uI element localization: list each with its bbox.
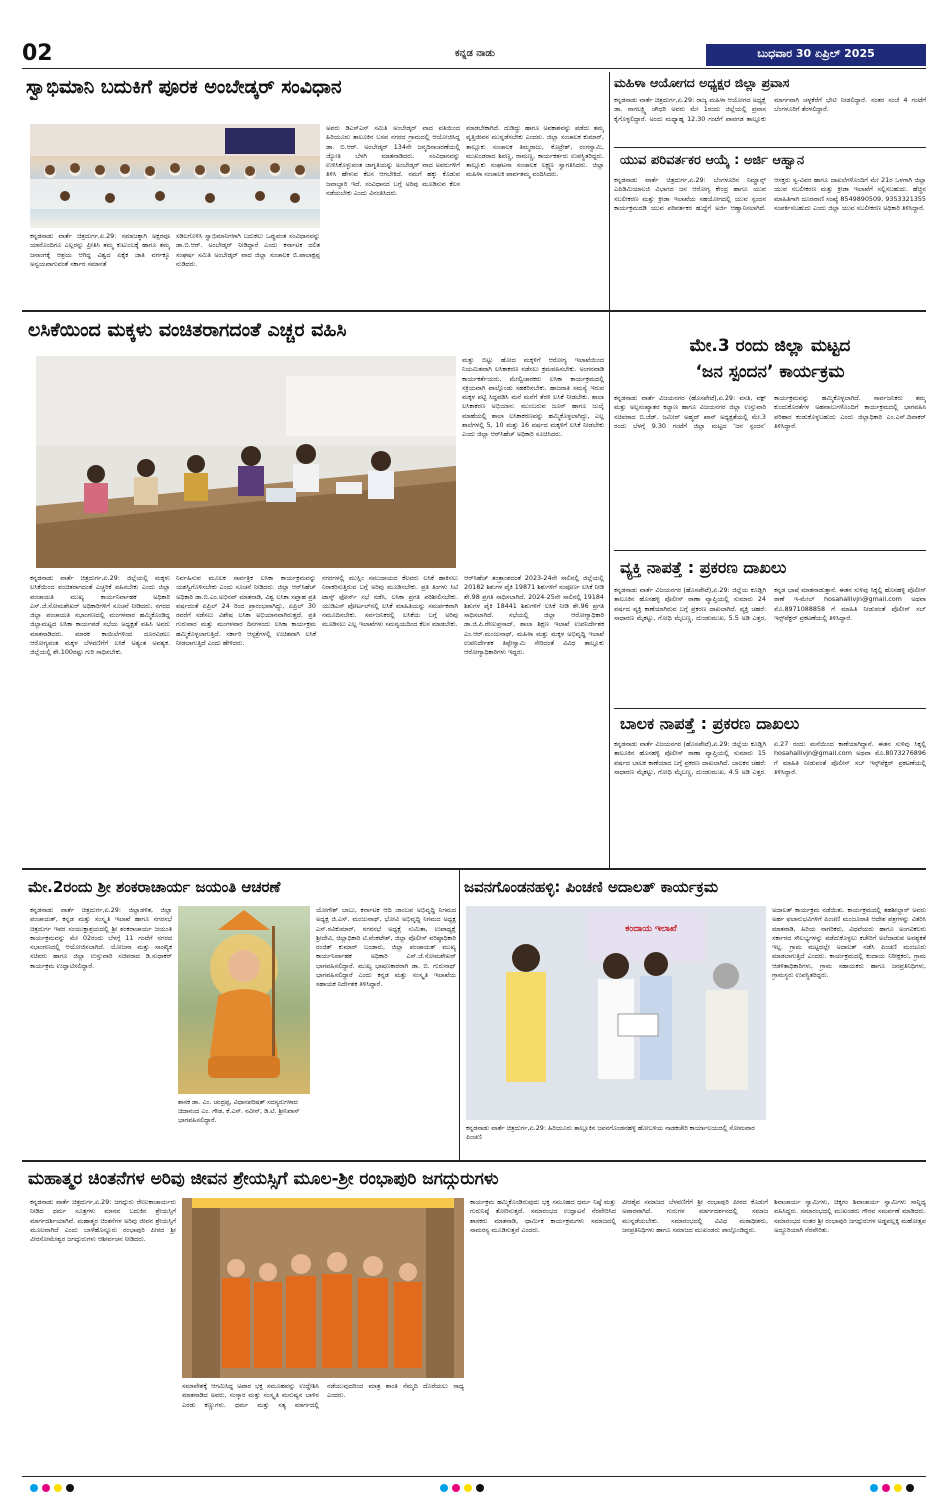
date-text: ಬುಧವಾರ 30 ಏಪ್ರಿಲ್ 2025 xyxy=(757,47,875,60)
rambhapuri-col3: ಕಾರ್ಯಕ್ರಮ ಹಮ್ಮಿಕೊಂಡಿರುವುದು ಭಕ್ತ ಸಮೂಹದ ಧರ್ಮ ನಿಷ್ಠೆ ಮತ್ತು ಗುರುನಿಷ್ಠೆ ತೋರಿಸುತ್ತದೆ. ಸಮಾರಂಭದ ಉದ್ಘಾಟನೆ ನೆರವೇರಿಸಿದ ಶಾಸಕರು ಮಾತನಾಡಿ, ಧಾರ್ಮಿಕ ಕಾರ್ಯಕ್ರಮಗಳು ಸಮಾಜದಲ್ಲಿ ಸಾಮರಸ್ಯ ಮೂಡಿಸುತ್ತವೆ ಎಂದರು. xyxy=(470,1198,616,1234)
vertical-divider-lower xyxy=(459,870,460,1160)
registration-dot-cyan xyxy=(30,1484,38,1492)
masthead-rule xyxy=(22,68,926,69)
shankaracharya-col3: ಯೋಗೇಶ್ ಬಾಬು, ಕರ್ನಾಟಕ ಆದಿ ಜಾಂಬವ ಅಭಿವೃದ್ಧಿ ನಿಗಮದ ಅಧ್ಯಕ್ಷ ಜಿ.ಎಸ್. ಮಂಜುನಾಥ್, ಭೋವಿ ಅಭಿವೃದ್ಧಿ ನಿಗಮದ ಅಧ್ಯಕ್ಷ ಎಸ್.ರವಿಕುಮಾರ್, ನಗರಸಭೆ ಅಧ್ಯಕ್ಷೆ ಸುಮಿತಾ, ಉಪಾಧ್ಯಕ್ಷೆ ಶ್ರೀದೇವಿ, ಜಿಲ್ಲಾಧಿಕಾರಿ ಟಿ.ವೆಂಕಟೇಶ್, ಜಿಲ್ಲಾ ಪೊಲೀಸ್ ವರಿಷ್ಠಾಧಿಕಾರಿ ರಂಜಿತ್ ಕುಮಾರ್ ಬಂಡಾರು, ಜಿಲ್ಲಾ ಪಂಚಾಯತ್ ಮುಖ್ಯ ಕಾರ್ಯನಿರ್ವಾಹಕ ಅಧಿಕಾರಿ ಎಸ್.ಜೆ.ಸೋಮಶೇಖರ್ ಭಾಗವಹಿಸಲಿದ್ದಾರೆ. ಮುಖ್ಯ ಭಾಷಣಕಾರರಾಗಿ ಡಾ. ಬಿ. ಗುರುನಾಥ್ ಭಾಗವಹಿಸಲಿದ್ದಾರೆ ಎಂದು ಕನ್ನಡ ಮತ್ತು ಸಂಸ್ಕೃತಿ ಇಲಾಖೆಯ ಸಹಾಯಕ ನಿರ್ದೇಶಕ ತಿಳಿಸಿದ್ದಾರೆ. xyxy=(316,906,456,989)
vaccination-col3: ನಗರಗಳಲ್ಲಿ ಮುಸ್ಲಿಂ ಸಮುದಾಯದ ಕೆಲವರು ಲಸಿಕೆ ಹಾಕಿಸಲು ನಿರಾಕರಿಸುತ್ತಿರುವ ಬಗ್ಗೆ ಅರಿವು ಮೂಡಿಸಬೇಕು. ಪ್ರತಿ ತಿಂಗಳು ಸಿಟಿ ಟಾಸ್ಕ್ ಫೋರ್ಸ್ ಸಭೆ ನಡೆಸಿ, ಲಸಿಕಾ ಪ್ರಗತಿ ಪರಿಶೀಲಿಸಬೇಕು. ಯುಡಿಎನ್ ಪೋರ್ಟಲ್‌ನಲ್ಲಿ ಲಸಿಕೆ ಮಾಹಿತಿಯನ್ನು ಸಮರ್ಪಕವಾಗಿ ನಮೂದಿಸಬೇಕು. ಸರ್ವಜನಿಕರಲ್ಲಿ ಲಸಿಕೆಯ ಬಗ್ಗೆ ಅರಿವು ಮೂಡಿಸಲು ಎಲ್ಲ ಇಲಾಖೆಗಳು ಸಮನ್ವಯದಿಂದ ಕೆಲಸ ಮಾಡಬೇಕು. xyxy=(322,574,458,629)
photo-rambhapuri xyxy=(182,1198,464,1378)
divider-mid-section xyxy=(22,868,926,870)
registration-marks-left xyxy=(30,1484,74,1492)
registration-dot-cyan xyxy=(870,1484,878,1492)
headline-jawanagondanahalli: ಜವನಗೊಂಡನಹಳ್ಳಿ: ಪಿಂಚಣಿ ಅದಾಲತ್ ಕಾರ್ಯಕ್ರಮ xyxy=(464,878,719,896)
rambhapuri-illustration xyxy=(182,1198,464,1378)
registration-marks-center xyxy=(440,1484,484,1492)
registration-dot-yellow xyxy=(54,1484,62,1492)
meeting-photo-illustration xyxy=(36,356,456,568)
vertical-divider-mid xyxy=(609,312,610,868)
divider-lower-section xyxy=(22,1160,926,1162)
shankaracharya-illustration xyxy=(178,906,310,1094)
headline-missing-person: ವ್ಯಕ್ತಿ ನಾಪತ್ತೆ : ಪ್ರಕರಣ ದಾಖಲು xyxy=(620,558,787,577)
headline-vaccination: ಲಸಿಕೆಯಿಂದ ಮಕ್ಕಳು ವಂಚಿತರಾಗದಂತೆ ಎಚ್ಚರ ವಹಿಸಿ xyxy=(28,319,347,341)
page-number: 02 xyxy=(22,41,53,66)
headline-missing-boy: ಬಾಲಕ ನಾಪತ್ತೆ : ಪ್ರಕರಣ ದಾಖಲು xyxy=(620,714,800,733)
registration-dot-black xyxy=(906,1484,914,1492)
registration-dot-black xyxy=(66,1484,74,1492)
rambhapuri-col1: ಕನ್ನಡನಾಡು ವಾರ್ತೆ ಚಿತ್ರದುರ್ಗ,ಏ.29: ಜಗದ್ಗುರು ರೇಣುಕಾಚಾರ್ಯರು ನೀಡಿದ ಧರ್ಮ ಸೂತ್ರಗಳು ಮಾನವ ಬದುಕಿನ ಶ್ರೇಯಸ್ಸಿಗೆ ಮಾರ್ಗದರ್ಶಿಯಾಗಿವೆ. ಮಹಾತ್ಮರ ಚಿಂತನೆಗಳ ಅರಿವು ಜೀವನ ಶ್ರೇಯಸ್ಸಿಗೆ ಮೂಲವಾಗಿದೆ ಎಂದು ಬಾಳೆಹೊನ್ನೂರು ರಂಭಾಪುರಿ ಪೀಠದ ಶ್ರೀ ವೀರಸೋಮೇಶ್ವರ ಜಗದ್ಗುರುಗಳು ಆಶೀರ್ವಚನ ನೀಡಿದರು. xyxy=(30,1198,176,1244)
registration-dot-yellow xyxy=(464,1484,472,1492)
pension-banner-text: ಕಂದಾಯ ಇಲಾಖೆ xyxy=(625,924,677,934)
registration-marks-right xyxy=(870,1484,914,1492)
vaccination-col4: ಆರ್‌ಸಿಹೆಚ್ ತಂತ್ರಾಂಶದಂತೆ 2023-24ನೇ ಸಾಲಿನಲ್ಲಿ ಜಿಲ್ಲೆಯಲ್ಲಿ 20182 ಶಿಶುಗಳ ಪೈಕಿ 19871 ಶಿಶುಗಳಿಗೆ ಸಂಪೂರ್ಣ ಲಸಿಕೆ ನೀಡಿ ಶೇ.98 ಪ್ರಗತಿ ಸಾಧಿಸಲಾಗಿದೆ. 2024-25ನೇ ಸಾಲಿನಲ್ಲಿ 19184 ಶಿಶುಗಳ ಪೈಕಿ 18441 ಶಿಶುಗಳಿಗೆ ಲಸಿಕೆ ನೀಡಿ ಶೇ.96 ಪ್ರಗತಿ ಸಾಧಿಸಲಾಗಿದೆ. ಸಭೆಯಲ್ಲಿ ಜಿಲ್ಲಾ ಆರೋಗ್ಯಾಧಿಕಾರಿ ಡಾ.ಜಿ.ಪಿ.ರೇಣುಪ್ರಸಾದ್, ಶಾಲಾ ಶಿಕ್ಷಣ ಇಲಾಖೆ ಉಪನಿರ್ದೇಶಕ ಎಂ.ಆರ್.ಮಂಜುನಾಥ್, ಮಹಿಳಾ ಮತ್ತು ಮಕ್ಕಳ ಅಭಿವೃದ್ಧಿ ಇಲಾಖೆ ಉಪನಿರ್ದೇಶಕ ತಿಪ್ಪೇಸ್ವಾಮಿ ಸೇರಿದಂತೆ ವಿವಿಧ ತಾಲ್ಲೂಕು ಆರೋಗ್ಯಾಧಿಕಾರಿಗಳು ಇದ್ದರು. xyxy=(464,574,604,657)
registration-dot-magenta xyxy=(452,1484,460,1492)
rambhapuri-col2: ಸಮಾವೇಶಕ್ಕೆ ಆಗಮಿಸಿದ್ದ ಅಪಾರ ಭಕ್ತ ಸಮೂಹವನ್ನು ಉದ್ದೇಶಿಸಿ ಮಾತನಾಡಿದ ಅವರು, ಸಂಸ್ಕಾರ ಮತ್ತು ಸಂಸ್ಕೃತಿ ಮನುಷ್ಯನ ಬಾಳಿನ ಎರಡು ಕಣ್ಣುಗಳು. ಧರ್ಮ ಮತ್ತು ಸತ್ಯ ಮಾರ್ಗದಲ್ಲಿ ನಡೆಯುವುದರಿಂದ ಮಾತ್ರ ಶಾಂತಿ ನೆಮ್ಮದಿ ದೊರೆಯಲು ಸಾಧ್ಯ ಎಂದರು. xyxy=(182,1382,464,1409)
pension-caption: ಕನ್ನಡನಾಡು ವಾರ್ತೆ ಚಿತ್ರದುರ್ಗ,ಏ.29: ಹಿರಿಯೂರು ತಾಲ್ಲೂಕಿನ ಜವನಗೊಂಡನಹಳ್ಳಿ ಹೋಬಳಿಯ ನಾಡಕಚೇರಿ ಕಾರ್ಯಾಲಯದಲ್ಲಿ ಸೋಮವಾರ ಪಿಂಚಣಿ xyxy=(466,1124,755,1141)
headline-jana-spandana-2: ‘ಜನ ಸ್ಪಂದನ’ ಕಾರ್ಯಕ್ರಮ xyxy=(695,362,845,382)
shankaracharya-col1: ಕನ್ನಡನಾಡು ವಾರ್ತೆ ಚಿತ್ರದುರ್ಗ,ಏ.29: ಜಿಲ್ಲಾಡಳಿತ, ಜಿಲ್ಲಾ ಪಂಚಾಯತ್, ಕನ್ನಡ ಮತ್ತು ಸಂಸ್ಕೃತಿ ಇಲಾಖೆ ಹಾಗೂ ನಗರಸಭೆ ಚಿತ್ರದುರ್ಗ ಇವರ ಸಂಯುಕ್ತಾಶ್ರಯದಲ್ಲಿ ಶ್ರೀ ಶಂಕರಾಚಾರ್ಯ ಜಯಂತಿ ಕಾರ್ಯಕ್ರಮವನ್ನು ಮೇ 02ರಂದು ಬೆಳಗ್ಗೆ 11 ಗಂಟೆಗೆ ನಗರದ ಸಭಾಂಗಣದಲ್ಲಿ ಆಯೋಜಿಸಲಾಗಿದೆ. ಯೋಜನಾ ಮತ್ತು ಸಾಂಖ್ಯಿಕ ಸಚಿವರು ಹಾಗೂ ಜಿಲ್ಲಾ ಉಸ್ತುವಾರಿ ಸಚಿವರಾದ ಡಿ.ಸುಧಾಕರ್ ಕಾರ್ಯಕ್ರಮ ಉದ್ಘಾಟಿಸಲಿದ್ದಾರೆ. xyxy=(30,906,172,970)
divider-missing xyxy=(614,708,926,709)
headline-rambhapuri: ಮಹಾತ್ಮರ ಚಿಂತನೆಗಳ ಅರಿವು ಜೀವನ ಶ್ರೇಯಸ್ಸಿಗೆ ಮೂಲ-ಶ್ರೀ ರಂಭಾಪುರಿ ಜಗದ್ಗುರುಗಳು xyxy=(28,1169,499,1189)
rambhapuri-col5: ಶಿವಾಚಾರ್ಯ ಸ್ವಾಮಿಗಳು, ಚಿಕ್ಕಗಂ ಶಿವಾಚಾರ್ಯ ಸ್ವಾಮಿಗಳು ಸಾನ್ನಿಧ್ಯ ವಹಿಸಿದ್ದರು. ಸಮಾರಂಭದಲ್ಲಿ ಮುಖಂಡರು ಗೌರವ ಸಮರ್ಪಣೆ ಮಾಡಿದರು. ಸಮಾರಂಭದ ನಂತರ ಶ್ರೀ ರಂಭಾಪುರಿ ಜಗದ್ಗುರುಗಳ ಅಡ್ಡಪಲ್ಲಕ್ಕಿ ಮಹೋತ್ಸವ ಅದ್ದೂರಿಯಾಗಿ ನೆರವೇರಿತು. xyxy=(774,1198,926,1234)
registration-dot-magenta xyxy=(882,1484,890,1492)
headline-ambedkar: ಸ್ವಾಭಿಮಾನಿ ಬದುಕಿಗೆ ಪೂರಕ ಅಂಬೇಡ್ಕರ್ ಸಂವಿಧಾನ xyxy=(26,76,342,98)
women-commission-body: ಕನ್ನಡನಾಡು ವಾರ್ತೆ ಚಿತ್ರದುರ್ಗ,ಏ.29: ರಾಜ್ಯ ಮಹಿಳಾ ಆಯೋಗದ ಅಧ್ಯಕ್ಷೆ ಡಾ. ನಾಗಲಕ್ಷ್ಮಿ ಚೌಧರಿ ಅವರು ಮೇ 1ರಂದು ಜಿಲ್ಲೆಯಲ್ಲಿ ಪ್ರವಾಸ ಕೈಗೊಳ್ಳಲಿದ್ದಾರೆ. ಅಂದು ಮಧ್ಯಾಹ್ನ 12.30 ಗಂಟೆಗೆ ಪಾವಗಡ ತಾಲ್ಲೂಕು ಮಾರ್ಗವಾಗಿ ಚಳ್ಳಕೆರೆಗೆ ಭೇಟಿ ನೀಡಲಿದ್ದಾರೆ. ನಂತರ ಸಂಜೆ 4 ಗಂಟೆಗೆ ಬೆಂಗಳೂರಿಗೆ ತೆರಳಲಿದ್ದಾರೆ. xyxy=(614,96,926,123)
ambedkar-col1: ಕನ್ನಡನಾಡು ವಾರ್ತೆ ಚಿತ್ರದುರ್ಗ,ಏ.29: ಸಮಾಜಕ್ಕಾಗಿ ಅಕ್ಷರವೂ ಯಾರೊಂದಿಗೂ ಎಲ್ಲರನ್ನು ಪ್ರೀತಿಸಿ ತಮ್ಮ ಕುಟುಂಬಕ್ಕೆ ಹಾಗೂ ತಮ್ಮ ಜನಾಂಗಕ್ಕೆ ಆಶ್ರಯ ಆಗಿದ್ದ ವಿಶ್ವದ ಏಕೈಕ ಜಾತಿ ವರ್ಗಕ್ಕೂ ಅನ್ವಯವಾಗುವಂತೆ ಸರ್ಕಾರ ಸಮಾನತೆ xyxy=(30,232,170,268)
photo-pension-adalat xyxy=(466,906,766,1120)
photo-ambedkar-group xyxy=(30,124,320,228)
youth-selection-body: ಕನ್ನಡನಾಡು ವಾರ್ತೆ ಚಿತ್ರದುರ್ಗ,ಏ.29: ಬೆಂಗಳೂರಿನ ನಿಮ್ಹಾನ್ಸ್ ಎಪಿಡಿಮಿಯಾಲಜಿ ವಿಭಾಗದ ಜನ ಆರೋಗ್ಯ ಕೇಂದ್ರ ಹಾಗೂ ಯುವ ಸಬಲೀಕರಣ ಮತ್ತು ಕ್ರೀಡಾ ಇಲಾಖೆಯ ಸಹಯೋಗದಲ್ಲಿ ಯುವ ಸ್ಪಂದನ ಕಾರ್ಯಕ್ರಮದಡಿ ಯುವ ಪರಿವರ್ತಕರ ಹುದ್ದೆಗೆ ಅರ್ಜಿ ಆಹ್ವಾನಿಸಲಾಗಿದೆ. ಆಸಕ್ತರು ಸ್ವ-ವಿವರ ಹಾಗೂ ದಾಖಲೆಗಳೊಂದಿಗೆ ಮೇ 21ರ ಒಳಗಾಗಿ ಜಿಲ್ಲಾ ಯುವ ಸಬಲೀಕರಣ ಮತ್ತು ಕ್ರೀಡಾ ಇಲಾಖೆಗೆ ಸಲ್ಲಿಸಬಹುದು. ಹೆಚ್ಚಿನ ಮಾಹಿತಿಗಾಗಿ ದೂರವಾಣಿ ಸಂಖ್ಯೆ 8549890509, 9353321355 ಸಂಪರ್ಕಿಸಬಹುದು ಎಂದು ಜಿಲ್ಲಾ ಯುವ ಸಬಲೀಕರಣ ಅಧಿಕಾರಿ ತಿಳಿಸಿದ್ದಾರೆ. xyxy=(614,176,926,212)
vaccination-side: ಮತ್ತು ಬಿಟ್ಟು ಹೋದ ಮಕ್ಕಳಿಗೆ ಆರೋಗ್ಯ ಇಲಾಖೆಯಿಂದ ನಿಯಮಿತವಾಗಿ ಲಸಿಕಾಕರಣ ನಡೆಸಲು ಕ್ರಮವಹಿಸಬೇಕು. ಅಂಗನವಾಡಿ ಕಾರ್ಯಕರ್ತೆಯರು, ಮೇಲ್ವಿಚಾರಕರು ಲಸಿಕಾ ಕಾರ್ಯಕ್ರಮದಲ್ಲಿ ಸಕ್ರಿಯವಾಗಿ ಪಾಲ್ಗೊಂಡು ಸಹಕರಿಸಬೇಕು. ಹಾಜರಾತಿ ಸಮಸ್ಯೆ ಇರುವ ಮಕ್ಕಳ ಪಟ್ಟಿ ಸಿದ್ಧಪಡಿಸಿ ಮನೆ ಮನೆಗೆ ತೆರಳಿ ಲಸಿಕೆ ನೀಡಬೇಕು. ಶಾಲಾ ಲಸಿಕಾಕರಣ ಅಭಿಯಾನ: ಮುಂಬರುವ ಜೂನ್ ಹಾಗೂ ಜುಲೈ ಮಾಹೆಯಲ್ಲಿ ಶಾಲಾ ಲಸಿಕಾಕರಣವನ್ನು ಹಮ್ಮಿಕೊಳ್ಳಲಾಗಿದ್ದು, ಎಲ್ಲ ಶಾಲೆಗಳಲ್ಲಿ 5, 10 ಮತ್ತು 16 ವರ್ಷದ ಮಕ್ಕಳಿಗೆ ಲಸಿಕೆ ನೀಡಬೇಕು ಎಂದು ಜಿಲ್ಲಾ ಆರ್‌ಸಿಹೆಚ್ ಅಧಿಕಾರಿ ಸೂಚಿಸಿದರು. xyxy=(462,356,604,439)
footer-rule xyxy=(22,1476,926,1477)
missing-person-body: ಕನ್ನಡನಾಡು ವಾರ್ತೆ ವಿಜಯನಗರ (ಹೊಸಪೇಟೆ),ಏ.29: ಜಿಲ್ಲೆಯ ಕೂಡ್ಲಿಗಿ ತಾಲೂಕಿನ ಹೊಸಹಳ್ಳಿ ಪೊಲೀಸ್ ಠಾಣಾ ವ್ಯಾಪ್ತಿಯಲ್ಲಿ ಸುಮಾರು 24 ವರ್ಷದ ವ್ಯಕ್ತಿ ಕಾಣೆಯಾಗಿರುವ ಬಗ್ಗೆ ಪ್ರಕರಣ ದಾಖಲಾಗಿದೆ. ವ್ಯಕ್ತಿ ಚಹರೆ: ಸಾಧಾರಣ ಮೈಕಟ್ಟು, ಗೋಧಿ ಮೈಬಣ್ಣ, ದುಂಡುಮುಖ, 5.5 ಅಡಿ ಎತ್ತರ, ಕನ್ನಡ ಭಾಷೆ ಮಾತನಾಡುತ್ತಾನೆ. ಈತನ ಸುಳಿವು ಸಿಕ್ಕಲ್ಲಿ ಹೊಸಹಳ್ಳಿ ಪೊಲೀಸ್ ಠಾಣೆ ಇ-ಮೇಲ್ hosahallivjn@gmail.com ಅಥವಾ ಮೊ.8971088858 ಗೆ ಮಾಹಿತಿ ನೀಡುವಂತೆ ಪೊಲೀಸ್ ಸಬ್ ಇನ್ಸ್‌ಪೆಕ್ಟರ್ ಪ್ರಕಟಣೆಯಲ್ಲಿ ತಿಳಿಸಿದ್ದಾರೆ. xyxy=(614,586,926,622)
registration-dot-cyan xyxy=(440,1484,448,1492)
divider-jana xyxy=(614,550,926,551)
divider-top-section xyxy=(22,310,926,312)
vaccination-col1: ಕನ್ನಡನಾಡು ವಾರ್ತೆ ಚಿತ್ರದುರ್ಗ,ಏ.29: ಜಿಲ್ಲೆಯಲ್ಲಿ ಮಕ್ಕಳು ಲಸಿಕೆಯಿಂದ ವಂಚಿತರಾಗದಂತೆ ಎಚ್ಚರಿಕೆ ವಹಿಸಬೇಕು ಎಂದು ಜಿಲ್ಲಾ ಪಂಚಾಯತಿ ಮುಖ್ಯ ಕಾರ್ಯನಿರ್ವಾಹಕ ಅಧಿಕಾರಿ ಎಸ್.ಜೆ.ಸೋಮಶೇಖರ್ ಅಧಿಕಾರಿಗಳಿಗೆ ಸೂಚನೆ ನೀಡಿದರು. ನಗರದ ಜಿಲ್ಲಾ ಪಂಚಾಯತಿ ಸಭಾಂಗಣದಲ್ಲಿ ಮಂಗಳವಾರ ಹಮ್ಮಿಕೊಂಡಿದ್ದ ಜಿಲ್ಲಾಮಟ್ಟದ ಲಸಿಕಾ ಕಾರ್ಯಪಡೆ ಸಭೆಯ ಅಧ್ಯಕ್ಷತೆ ವಹಿಸಿ ಅವರು ಮಾತನಾಡಿದರು. ಮಾರಕ ಕಾಯಿಲೆಗಳಿಂದ ದೂರವಿಡಲು ಆರೋಗ್ಯವಂತ ಮಕ್ಕಳ ಬೆಳವಣಿಗೆಗೆ ಲಸಿಕೆ ಅತ್ಯಂತ ಅವಶ್ಯಕ. ಜಿಲ್ಲೆಯಲ್ಲಿ ಶೇ.100ರಷ್ಟು ಗುರಿ ಸಾಧಿಸಬೇಕು. xyxy=(30,574,170,657)
registration-dot-magenta xyxy=(42,1484,50,1492)
registration-dot-yellow xyxy=(894,1484,902,1492)
vertical-divider-top xyxy=(609,72,610,310)
group-photo-illustration xyxy=(30,124,320,228)
rambhapuri-col4: ವೀರಶೈವ ಸಮಾಜದ ಬೆಳವಣಿಗೆಗೆ ಶ್ರೀ ರಂಭಾಪುರಿ ಪೀಠದ ಕೊಡುಗೆ ಅಪಾರವಾಗಿದೆ. ಗುರುಗಳ ಮಾರ್ಗದರ್ಶನದಲ್ಲಿ ಸಮಾಜ ಮುನ್ನಡೆಯಬೇಕು. ಸಮಾರಂಭದಲ್ಲಿ ವಿವಿಧ ಮಠಾಧೀಶರು, ಜನಪ್ರತಿನಿಧಿಗಳು ಹಾಗೂ ಸಮಾಜದ ಮುಖಂಡರು ಪಾಲ್ಗೊಂಡಿದ್ದರು. xyxy=(622,1198,768,1234)
divider-women xyxy=(614,147,926,148)
jana-spandana-body: ಕನ್ನಡನಾಡು ವಾರ್ತೆ ವಿಜಯನಗರ (ಹೊಸಪೇಟೆ),ಏ.29: ವಸತಿ, ವಕ್ಫ್ ಮತ್ತು ಅಲ್ಪಸಂಖ್ಯಾತರ ಕಲ್ಯಾಣ ಹಾಗೂ ವಿಜಯನಗರ ಜಿಲ್ಲಾ ಉಸ್ತುವಾರಿ ಸಚಿವರಾದ ಬಿ.ಜೆಡ್. ಜಮೀರ್ ಅಹ್ಮದ್ ಖಾನ್ ಅಧ್ಯಕ್ಷತೆಯಲ್ಲಿ ಮೇ.3 ರಂದು ಬೆಳಗ್ಗೆ 9.30 ಗಂಟೆಗೆ ಜಿಲ್ಲಾ ಮಟ್ಟದ ‘ಜನ ಸ್ಪಂದನ’ ಕಾರ್ಯಕ್ರಮವನ್ನು ಹಮ್ಮಿಕೊಳ್ಳಲಾಗಿದೆ. ಸಾರ್ವಜನಿಕರು ತಮ್ಮ ಕುಂದುಕೊರತೆಗಳ ಅಹವಾಲುಗಳೊಂದಿಗೆ ಕಾರ್ಯಕ್ರಮದಲ್ಲಿ ಭಾಗವಹಿಸಿ ಪರಿಹಾರ ಕಂಡುಕೊಳ್ಳಬಹುದು ಎಂದು ಜಿಲ್ಲಾಧಿಕಾರಿ ಎಂ.ಎಸ್.ದಿವಾಕರ್ ತಿಳಿಸಿದ್ದಾರೆ. xyxy=(614,394,926,430)
headline-jana-spandana-1: ಮೇ.3 ರಂದು ಜಿಲ್ಲಾ ಮಟ್ಟದ xyxy=(689,336,851,356)
photo-shankaracharya xyxy=(178,906,310,1094)
headline-shankaracharya: ಮೇ.2ರಂದು ಶ್ರೀ ಶಂಕರಾಚಾರ್ಯ ಜಯಂತಿ ಆಚರಣೆ xyxy=(28,878,281,896)
missing-boy-body: ಕನ್ನಡನಾಡು ವಾರ್ತೆ ವಿಜಯನಗರ (ಹೊಸಪೇಟೆ),ಏ.29: ಜಿಲ್ಲೆಯ ಕೂಡ್ಲಿಗಿ ತಾಲೂಕಿನ ಹೊಸಹಳ್ಳಿ ಪೊಲೀಸ್ ಠಾಣಾ ವ್ಯಾಪ್ತಿಯಲ್ಲಿ ಸುಮಾರು 15 ವರ್ಷದ ಬಾಲಕ ಕಾಣೆಯಾದ ಬಗ್ಗೆ ಪ್ರಕರಣ ದಾಖಲಾಗಿದೆ. ಬಾಲಕನ ಚಹರೆ: ಸಾಧಾರಣ ಮೈಕಟ್ಟು, ಗೋಧಿ ಮೈಬಣ್ಣ, ದುಂಡುಮುಖ, 4.5 ಅಡಿ ಎತ್ತರ. ಏ.27 ರಂದು ಮನೆಯಿಂದ ಕಾಣೆಯಾಗಿದ್ದಾನೆ. ಈತನ ಸುಳಿವು ಸಿಕ್ಕಲ್ಲಿ hosahallivjn@gmail.com ಅಥವಾ ಮೊ.8073276896 ಗೆ ಮಾಹಿತಿ ನೀಡುವಂತೆ ಪೊಲೀಸ್ ಸಬ್ ಇನ್ಸ್‌ಪೆಕ್ಟರ್ ಪ್ರಕಟಣೆಯಲ್ಲಿ ತಿಳಿಸಿದ್ದಾರೆ. xyxy=(614,740,926,776)
photo-vaccination-meeting xyxy=(36,356,456,568)
headline-women-commission: ಮಹಿಳಾ ಆಯೋಗದ ಅಧ್ಯಕ್ಷರ ಜಿಲ್ಲಾ ಪ್ರವಾಸ xyxy=(614,75,790,90)
ambedkar-col4: ಮಾಡಬೇಕಾಗಿದೆ. ದುಡಿದ್ದು ಹಾಗೂ ಅವಕಾಶವನ್ನು ಪಡೆದು ತಮ್ಮ ವೃತ್ತಿಜೀವನ ಮುನ್ನಡೆಸಬೇಕು ಎಂದರು. ಜಿಲ್ಲಾ ಸಂಚಾಲಕ ಕುಮಾರ್, ತಾಲ್ಲೂಕು ಸಂಚಾಲಕ ತಿಮ್ಮರಾಜು, ಕೊಟ್ರೇಶ್, ರಂಗಸ್ವಾಮಿ, ಮುಖಂಡರಾದ ಶಿವಣ್ಣ, ರಾಮಣ್ಣ, ಕಾರ್ಯಕರ್ತರು ಉಪಸ್ಥಿತರಿದ್ದರು. ತಾಲ್ಲೂಕು ಸಂಘಟನಾ ಸಂಚಾಲಕ ಲಕ್ಷ್ಮಣ ಸ್ವಾಗತಿಸಿದರು. ಜಿಲ್ಲಾ ಮಹಿಳಾ ಸಂಚಾಲಕಿ ಪಾರ್ವತಮ್ಮ ವಂದಿಸಿದರು. xyxy=(466,124,604,179)
registration-dot-black xyxy=(476,1484,484,1492)
shankaracharya-caption: ಶಾಸಕ ಡಾ. ಎಂ. ಚಂದ್ರಪ್ಪ, ವಿಧಾನಪರಿಷತ್ ಸದಸ್ಯರುಗಳಾದ ಚಿದಾನಂದ ಎಂ. ಗೌಡ, ಕೆ.ಎಸ್. ನವೀನ್, ಡಿ.ಟಿ. ಶ್ರೀನಿವಾಸ್ ಭಾಗವಹಿಸಲಿದ್ದಾರೆ. xyxy=(178,1098,300,1124)
pension-adalat-illustration xyxy=(466,906,766,1120)
headline-youth-selection: ಯುವ ಪರಿವರ್ತಕರ ಆಯ್ಕೆ : ಅರ್ಜಿ ಆಹ್ವಾನ xyxy=(620,153,805,168)
paper-name: ಕನ್ನಡ ನಾಡು xyxy=(455,48,495,59)
ambedkar-col3: ಅವರು ಡಿಎಸ್‌ಎಸ್ ಸಮಿತಿ ಅಂಬೇಡ್ಕರ್ ವಾದ ವತಿಯಿಂದ ಹಿರಿಯೂರು ತಾಲೂಕಿನ ಬಸವ ನಗರದ ಗ್ರಾಮದಲ್ಲಿ ಆಯೋಜಿಸಿದ್ದ ಡಾ. ಬಿ.ಆರ್. ಅಂಬೇಡ್ಕರ್ 134ನೇ ಜನ್ಮದಿನಾಚರಣೆಯಲ್ಲಿ ಜ್ಯೋತಿ ಬೆಳಗಿ ಮಾತನಾಡಿದರು. ಸಂವಿಧಾನವನ್ನು ಉಳಿಸಿಕೊಳ್ಳುವಂತ ಜಾಗೃತಿಯನ್ನು ಅಂಬೇಡ್ಕರ್ ವಾದ ಅವರುಗಳಿಗೆ ತಿಳಿಸಿ ಹೇಳುವ ಕೆಲಸ ಆಗಬೇಕಿದೆ. ನಮಗೆ ಹಕ್ಕು ಕೊಡುವ ಜವಾಬ್ದಾರಿ ಇದೆ. ಸಂವಿಧಾನದ ಬಗ್ಗೆ ಅರಿವು ಮೂಡಿಸುವ ಕೆಲಸ ನಡೆಯಬೇಕು ಎಂದು ವಿನಂತಿಸಿದರು. xyxy=(326,124,460,198)
pension-side: ಅದಾಲತ್ ಕಾರ್ಯಕ್ರಮ ನಡೆಯಿತು. ಕಾರ್ಯಕ್ರಮದಲ್ಲಿ ತಹಶೀಲ್ದಾರ್ ಅವರು ಅರ್ಹ ಫಲಾನುಭವಿಗಳಿಗೆ ಪಿಂಚಣಿ ಮಂಜೂರಾತಿ ಆದೇಶ ಪತ್ರಗಳನ್ನು ವಿತರಿಸಿ ಮಾತನಾಡಿ, ಹಿರಿಯ ನಾಗರಿಕರು, ವಿಧವೆಯರು ಹಾಗೂ ಅಂಗವಿಕಲರು ಸರ್ಕಾರದ ಸೌಲಭ್ಯಗಳನ್ನು ಪಡೆದುಕೊಳ್ಳಲು ಕಚೇರಿಗೆ ಅಲೆದಾಡುವ ಅವಶ್ಯಕತೆ ಇಲ್ಲ. ಗ್ರಾಮ ಮಟ್ಟದಲ್ಲೇ ಅದಾಲತ್ ನಡೆಸಿ ಪಿಂಚಣಿ ಮಂಜೂರು ಮಾಡಲಾಗುತ್ತಿದೆ ಎಂದರು. ಕಾರ್ಯಕ್ರಮದಲ್ಲಿ ಕಂದಾಯ ನಿರೀಕ್ಷಕರು, ಗ್ರಾಮ ಆಡಳಿತಾಧಿಕಾರಿಗಳು, ಗ್ರಾಮ ಸಹಾಯಕರು ಹಾಗೂ ಜನಪ್ರತಿನಿಧಿಗಳು, ಗ್ರಾಮಸ್ಥರು ಉಪಸ್ಥಿತರಿದ್ದರು. xyxy=(772,906,926,980)
ambedkar-col2: ಸಡಿಲಗೊಳಿಸಿ ಸ್ವಾಭಿಮಾನಿಗಳಾಗಿ ಬದುಕಲು ಒಪ್ಪುವಂತ ಸಂವಿಧಾನವನ್ನು ಡಾ.ಬಿ.ಆರ್. ಅಂಬೇಡ್ಕರ್ ನೀಡಿದ್ದಾರೆ ಎಂದು ಕರ್ನಾಟಕ ದಲಿತ ಸಂಘರ್ಷ ಸಮಿತಿ ಅಂಬೇಡ್ಕರ್ ವಾದ ಜಿಲ್ಲಾ ಸಂಚಾಲಕ ಬಿ.ಪಾಲಾಕ್ಷಪ್ಪ ನುಡಿದರು. xyxy=(176,232,320,268)
vaccination-col2: ನಿರ್ವಹಿಸುವ ಮೂಲಕ ಸಾರ್ವತ್ರಿಕ ಲಸಿಕಾ ಕಾರ್ಯಕ್ರಮವನ್ನು ಯಶಸ್ವಿಗೊಳಿಸಬೇಕು ಎಂದು ಸೂಚನೆ ನೀಡಿದರು. ಜಿಲ್ಲಾ ಆರ್‌ಸಿಹೆಚ್ ಅಧಿಕಾರಿ ಡಾ.ಬಿ.ಎಂ.ಅಭಿನವ್ ಮಾತನಾಡಿ, ವಿಶ್ವ ಲಸಿಕಾ ಸಪ್ತಾಹ ಪ್ರತಿ ವರ್ಷದಂತೆ ಏಪ್ರಿಲ್ 24 ರಿಂದ ಪ್ರಾರಂಭವಾಗಿದ್ದು, ಏಪ್ರಿಲ್ 30 ರವರೆಗೆ ನಡೆಸಲು ವಿಶೇಷ ಲಸಿಕಾ ಅಭಿಯಾನವಾಗಿರುತ್ತದೆ. ಪ್ರತಿ ಗುರುವಾರ ಮತ್ತು ಮಂಗಳವಾರ ದಿನಗಳಂದು ಲಸಿಕಾ ಕಾರ್ಯಕ್ರಮ ಹಮ್ಮಿಕೊಳ್ಳಲಾಗುತ್ತಿದೆ. ಸರ್ಕಾರಿ ಆಸ್ಪತ್ರೆಗಳಲ್ಲಿ ಉಚಿತವಾಗಿ ಲಸಿಕೆ ನೀಡಲಾಗುತ್ತಿದೆ ಎಂದು ಹೇಳಿದರು. xyxy=(176,574,316,648)
